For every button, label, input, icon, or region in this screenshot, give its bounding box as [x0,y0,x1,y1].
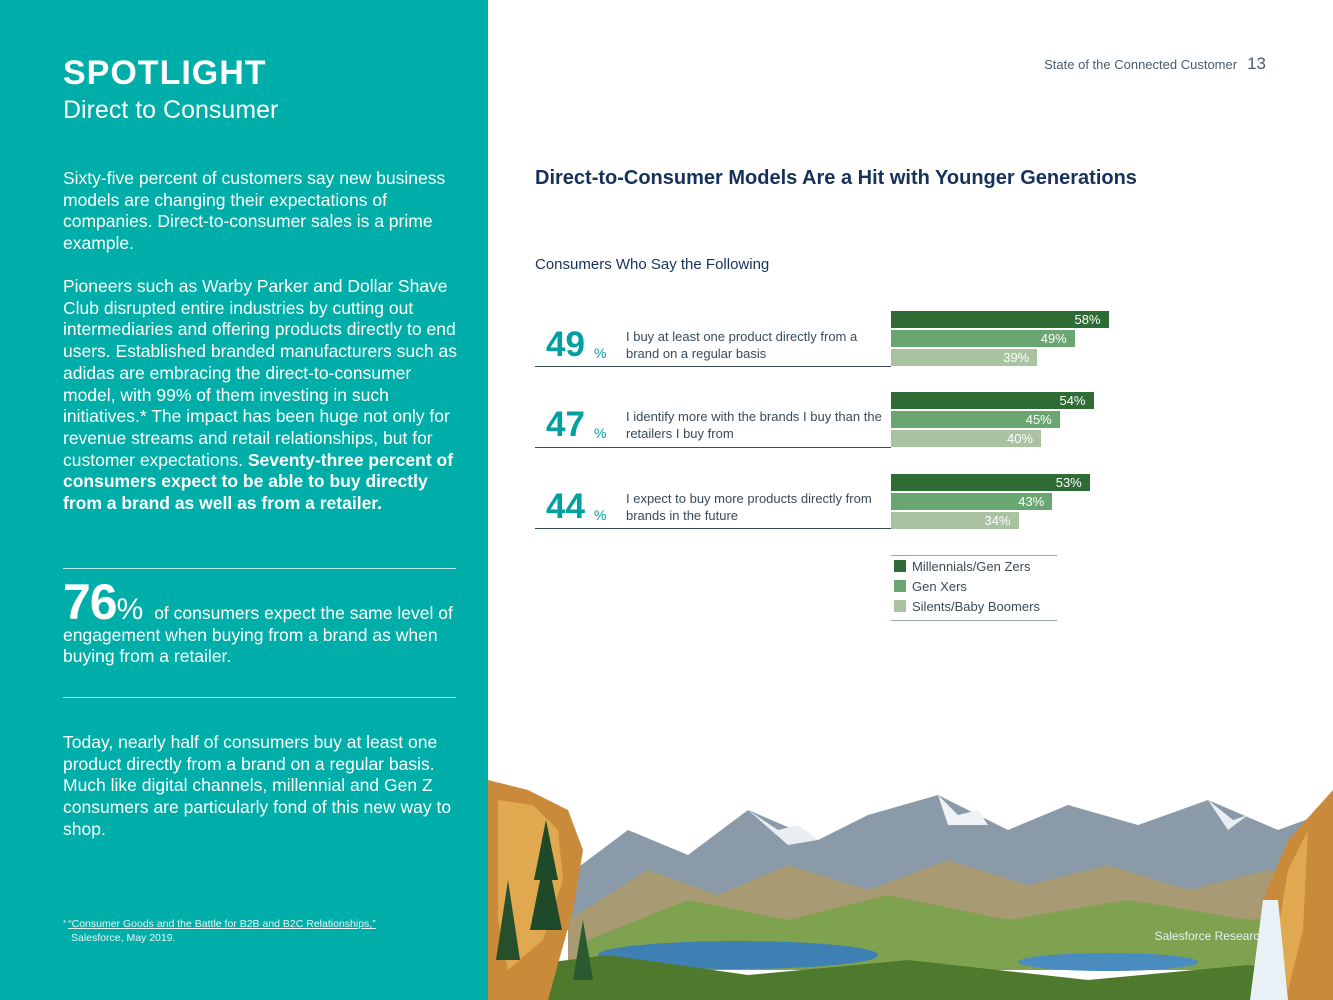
pioneers-paragraph [63,276,458,515]
bar-row1-boomers: 39% [891,349,1037,366]
pioneers-bold-text: Seventy-three percent of consumers expect to be able to buy directly from a brand as well as from a retailer. [63,449,454,514]
footnote-marker: * [63,919,67,928]
legend-item-boomers [894,599,1040,614]
legend-item-genx [894,579,967,594]
row-1-total: 49 [546,325,585,364]
report-title: State of the Connected Customer [1044,57,1238,72]
pioneers-text: Pioneers such as Warby Parker and Dollar Shave Club disrupted entire industries by cutting out intermediaries and offering products directly to end users. Established branded manufacturers such as adidas are embracing the direct-to-consumer model, with 99% of them investing in such initiatives.* The impact has been huge not only for revenue streams and retail relationships, but for customer expectations. [63,276,457,470]
legend-swatch-millennials [894,560,906,572]
row-1-rule [535,366,891,367]
intro-paragraph: Sixty-five percent of customers say new business models are changing their expectations of companies. Direct-to-consumer sales is a prime example. [63,168,446,254]
closing-paragraph: Today, nearly half of consumers buy at least one product directly from a brand on a regular basis. Much like digital channels, millennial and Gen Z consumers are particularly fond of this new way to shop. [63,732,452,839]
spotlight-panel [0,0,488,1000]
legend-label-millennials: Millennials/Gen Zers [912,559,1031,574]
chart-subtitle: Consumers Who Say the Following [535,256,770,273]
chart-title: Direct-to-Consumer Models Are a Hit with Younger Generations [535,167,1137,189]
row-2-rule [535,447,891,448]
bar-row3-boomers: 34% [891,512,1019,529]
legend-swatch-boomers [894,600,906,612]
footnote-link[interactable]: “Consumer Goods and the Battle for B2B and B2C Relationships,” [68,918,376,930]
row-1-label: I buy at least one product directly from a brand on a regular basis [626,329,858,361]
bar-row2-boomers: 40% [891,430,1041,447]
row-1-pct: % [594,345,607,361]
divider-bottom [63,697,456,698]
page-number: 13 [1247,54,1266,73]
spotlight-title: SPOTLIGHT [63,54,267,92]
credit-text: Salesforce Research [1154,929,1266,943]
footnote [63,917,376,945]
legend-swatch-genx [894,580,906,592]
row-3-pct: % [594,507,607,523]
stat-text: of consumers expect the same level of engagement when buying from a brand as when buying from a retailer. [63,603,453,667]
chart-legend [891,555,1057,621]
stat-number: 76 [63,574,117,630]
page-header [1044,54,1266,74]
row-3-total: 44 [546,487,585,526]
row-2-label: I identify more with the brands I buy than the retailers I buy from [626,409,882,441]
row-3-rule [535,528,891,529]
bar-row3-millennials: 53% [891,474,1090,491]
divider-top [63,568,456,569]
row-2-pct: % [594,425,607,441]
legend-label-genx: Gen Xers [912,579,967,594]
bar-row1-millennials: 58% [891,311,1109,328]
row-2-total: 47 [546,405,585,444]
bar-row1-genx: 49% [891,330,1075,347]
stat-callout [63,574,458,668]
bar-row2-millennials: 54% [891,392,1094,409]
landscape-illustration [488,770,1333,1000]
bar-row3-genx: 43% [891,493,1052,510]
stat-percent: % [116,593,144,626]
spotlight-subtitle: Direct to Consumer [63,96,279,124]
footnote-source: Salesforce, May 2019. [71,932,176,944]
legend-item-millennials [894,559,1031,574]
bar-row2-genx: 45% [891,411,1060,428]
legend-label-boomers: Silents/Baby Boomers [912,599,1040,614]
row-3-label: I expect to buy more products directly from brands in the future [626,491,872,523]
